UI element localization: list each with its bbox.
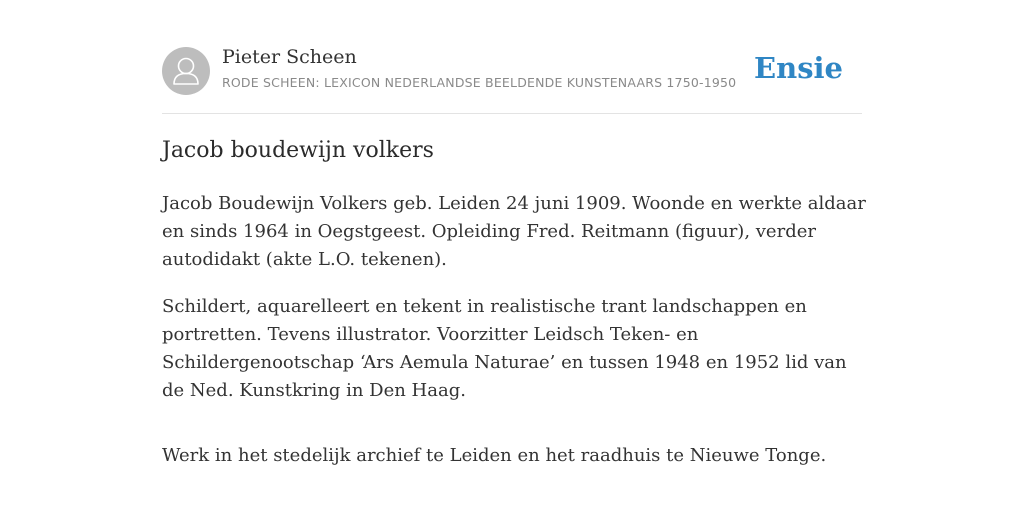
author-name[interactable]: Pieter Scheen bbox=[222, 46, 357, 68]
article-paragraph: Werk in het stedelijk archief te Leiden en het raadhuis te Nieuwe Tonge. bbox=[162, 445, 827, 466]
source-title[interactable]: RODE SCHEEN: LEXICON NEDERLANDSE BEELDENDE KUNSTENAARS 1750-1950 bbox=[222, 75, 737, 90]
article-header bbox=[162, 40, 862, 114]
user-avatar-icon[interactable] bbox=[162, 47, 210, 95]
ensie-logo[interactable]: Ensie bbox=[754, 51, 843, 85]
article-paragraph: Jacob Boudewijn Volkers geb. Leiden 24 juni 1909. Woonde en werkte aldaar en sinds 1964 in Oegstgeest. Opleiding Fred. Reitmann (figuur), verder autodidakt (akte L.O. tekenen). bbox=[162, 193, 866, 270]
article-paragraph: Schildert, aquarelleert en tekent in realistische trant landschappen en portretten. Tevens illustrator. Voorzitter Leidsch Teken- en Schildergenootschap ‘Ars Aemula Naturae’ en tussen 1948 en 1952 lid van de Ned. Kunstkring in Den Haag. bbox=[162, 296, 847, 401]
article-title: Jacob boudewijn volkers bbox=[162, 138, 434, 163]
article-body bbox=[162, 190, 872, 489]
